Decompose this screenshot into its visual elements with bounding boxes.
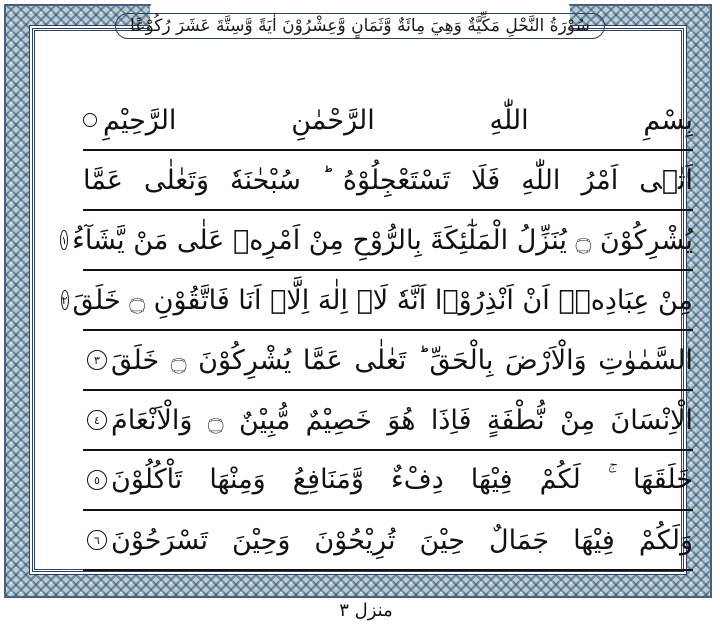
verse-text: السَّمٰوٰتِ وَالْاَرْضَ بِالْحَقِّ ؕ تَعٰلٰى عَمَّا يُشْرِكُوْنَ ۝ خَلَقَ: [111, 344, 693, 376]
ayah-number-marker: ٦: [87, 530, 107, 550]
verse-text: مِنْ عِبَادِهٖۤ اَنْ اَنْذِرُوْۤا اَنَّهٗ لَاۤ اِلٰهَ اِلَّاۤ اَنَا فَاتَّقُوْنِ ۝ خَلَقَ: [72, 284, 693, 316]
ayah-number-marker: ١: [60, 230, 68, 250]
surah-header-text: سُوْرَةُ النَّحْلِ مَكِّيَّةٌ وَهِيَ مِائَةٌ وَّثَمَانٍ وَّعِشْرُوْنَ اٰيَةً وَّسِتَّةَ عَشَرَ رُكُوْعًا: [115, 13, 605, 39]
verse-line: [83, 331, 693, 391]
ayah-number-marker: ٣: [87, 350, 107, 370]
verse-text: اَتٰۤى اَمْرُ اللّٰهِ فَلَا تَسْتَعْجِلُوْهُ ؕ سُبْحٰنَهٗ وَتَعٰلٰى عَمَّا: [83, 164, 693, 196]
text-panel: [32, 28, 693, 572]
verse-line: [83, 391, 693, 451]
ayah-number-marker: ٢: [61, 290, 69, 310]
bismillah-line: [83, 91, 693, 151]
bismillah-text: بِسْمِ اللّٰهِ الرَّحْمٰنِ الرَّحِيْمِ: [103, 104, 693, 136]
bismillah-end-marker: [83, 113, 97, 127]
ayah-number-marker: ٥: [87, 470, 107, 490]
verse-text: خَلَقَهَا ۚ لَكُمْ فِيْهَا دِفْءٌ وَّمَنَافِعُ وَمِنْهَا تَاْكُلُوْنَ: [111, 464, 693, 495]
surah-header: [130, 2, 590, 50]
verse-line: [83, 151, 693, 211]
verse-line: [61, 211, 693, 271]
verse-line: [61, 271, 693, 331]
verse-lines: [61, 91, 693, 571]
verse-text: وَلَكُمْ فِيْهَا جَمَالٌ حِيْنَ تُرِيْحُوْنَ وَحِيْنَ تَسْرَحُوْنَ: [111, 524, 693, 556]
manzil-footer: منزل ٣: [339, 600, 393, 621]
ayah-number-marker: ٤: [87, 410, 107, 430]
verse-text: يُشْرِكُوْنَ ۝ يُنَزِّلُ الْمَلٰٓئِكَةَ بِالرُّوْحِ مِنْ اَمْرِهٖ عَلٰى مَنْ يَّشَآءُ: [72, 224, 693, 256]
verse-text: الْاِنْسَانَ مِنْ نُّطْفَةٍ فَاِذَا هُوَ خَصِيْمٌ مُّبِيْنٌ ۝ وَالْاَنْعَامَ: [111, 404, 693, 436]
verse-line: [83, 451, 693, 511]
verse-line: [83, 511, 693, 571]
decorative-border-frame: [4, 4, 712, 598]
